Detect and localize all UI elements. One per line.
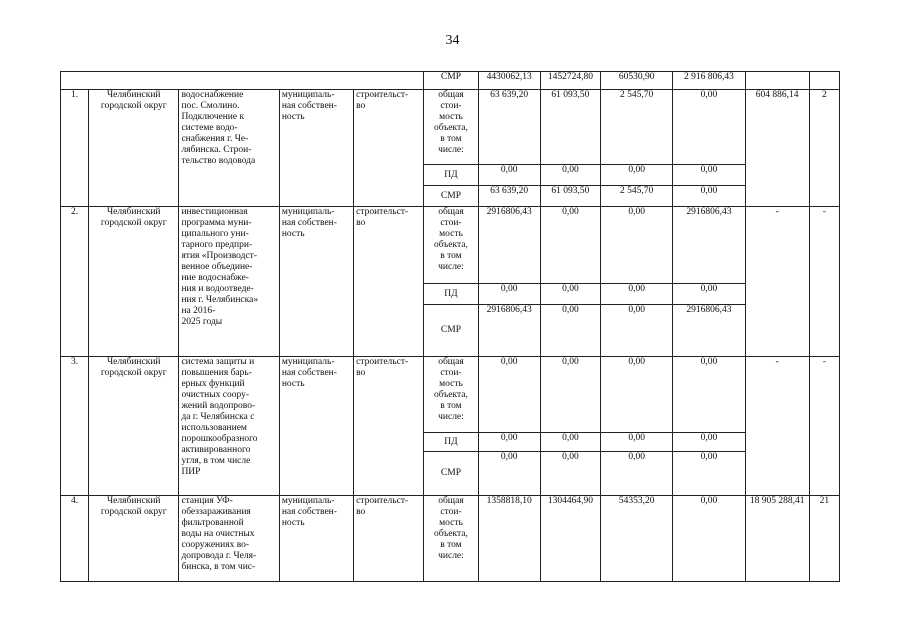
value-cell: 61 093,50	[540, 186, 600, 207]
table-row	[61, 90, 840, 165]
description-cell: водоснабжение пос. Смолино. Подключение к системе водо- снабжения г. Че- лябинска. Строи- тельство водовода	[179, 90, 279, 207]
summary-row	[61, 72, 840, 90]
value-cell: 61 093,50	[540, 90, 600, 165]
cost-label: общая стои- мость объекта, в том числе:	[424, 90, 478, 165]
summary-v1: 4430062,13	[478, 72, 540, 90]
value-cell: 0,00	[601, 433, 673, 452]
value-cell: 0,00	[478, 284, 540, 305]
cost-label: общая стои- мость объекта, в том числе:	[424, 207, 478, 284]
value-cell: 0,00	[478, 357, 540, 433]
value-cell: 0,00	[540, 165, 600, 186]
smr-label: СМР	[424, 452, 478, 496]
value-cell: 0,00	[673, 284, 745, 305]
value-cell: 2916806,43	[478, 207, 540, 284]
row-number: 1.	[61, 90, 89, 207]
col10-cell: -	[745, 357, 809, 496]
ownership-cell: муниципаль- ная собствен- ность	[279, 496, 353, 582]
budget-table	[60, 71, 840, 582]
value-cell: 0,00	[673, 165, 745, 186]
pd-label: ПД	[424, 284, 478, 305]
value-cell: 0,00	[540, 357, 600, 433]
ownership-cell: муниципаль- ная собствен- ность	[279, 357, 353, 496]
col11-cell: -	[809, 207, 839, 357]
table-row	[61, 207, 840, 284]
value-cell: 63 639,20	[478, 90, 540, 165]
value-cell: 0,00	[540, 433, 600, 452]
page-number: 34	[445, 33, 460, 48]
col10-cell: -	[745, 207, 809, 357]
district-cell: Челябинский городской округ	[89, 357, 179, 496]
value-cell: 2 545,70	[601, 186, 673, 207]
value-cell: 0,00	[540, 207, 600, 284]
value-cell: 0,00	[673, 90, 745, 165]
value-cell: 0,00	[478, 452, 540, 496]
value-cell: 0,00	[601, 165, 673, 186]
value-cell: 63 639,20	[478, 186, 540, 207]
summary-empty-cell	[61, 72, 424, 90]
district-cell: Челябинский городской округ	[89, 207, 179, 357]
col11-cell: -	[809, 357, 839, 496]
summary-v3: 60530,90	[601, 72, 673, 90]
value-cell: 0,00	[601, 452, 673, 496]
description-cell: инвестиционная программа муни- ципального уни- тарного предпри- ятия «Производст- венное объедине- ние водоснабже- ния и водоотведе- ния г. Челябинска» на 2016- 2025 годы	[179, 207, 279, 357]
ownership-cell: муниципаль- ная собствен- ность	[279, 207, 353, 357]
value-cell: 0,00	[478, 433, 540, 452]
value-cell: 2916806,43	[478, 305, 540, 357]
col11-cell: 21	[809, 496, 839, 582]
value-cell: 2 545,70	[601, 90, 673, 165]
description-cell: система защиты и повышения барь- ерных функций очистных соору- жений водопрово- да г. Челябинска с использованием порошкообразного активированного угля, в том числе ПИР	[179, 357, 279, 496]
value-cell: 0,00	[601, 357, 673, 433]
summary-label: СМР	[424, 72, 478, 90]
value-cell: 0,00	[673, 186, 745, 207]
value-cell: 0,00	[673, 357, 745, 433]
pd-label: ПД	[424, 165, 478, 186]
summary-col11	[809, 72, 839, 90]
value-cell: 0,00	[601, 305, 673, 357]
value-cell: 2916806,43	[673, 305, 745, 357]
description-cell: станция УФ- обеззараживания фильтрованной воды на очистных сооружениях во- допровода г. Челя- бинска, в том чис-	[179, 496, 279, 582]
summary-col10	[745, 72, 809, 90]
value-cell: 1358818,10	[478, 496, 540, 582]
row-number: 4.	[61, 496, 89, 582]
smr-label: СМР	[424, 305, 478, 357]
row-number: 3.	[61, 357, 89, 496]
value-cell: 0,00	[601, 284, 673, 305]
row-number: 2.	[61, 207, 89, 357]
cost-label: общая стои- мость объекта, в том числе:	[424, 496, 478, 582]
table-row	[61, 357, 840, 433]
value-cell: 0,00	[673, 433, 745, 452]
value-cell: 0,00	[478, 165, 540, 186]
value-cell: 0,00	[540, 284, 600, 305]
district-cell: Челябинский городской округ	[89, 90, 179, 207]
work-type-cell: строительст- во	[354, 207, 424, 357]
cost-label: общая стои- мость объекта, в том числе:	[424, 357, 478, 433]
summary-v2: 1452724,80	[540, 72, 600, 90]
col10-cell: 18 905 288,41	[745, 496, 809, 582]
summary-v4: 2 916 806,43	[673, 72, 745, 90]
col10-cell: 604 886,14	[745, 90, 809, 207]
col11-cell: 2	[809, 90, 839, 207]
value-cell: 0,00	[601, 207, 673, 284]
ownership-cell: муниципаль- ная собствен- ность	[279, 90, 353, 207]
table-row	[61, 496, 840, 582]
work-type-cell: строительст- во	[354, 90, 424, 207]
value-cell: 54353,20	[601, 496, 673, 582]
smr-label: СМР	[424, 186, 478, 207]
work-type-cell: строительст- во	[354, 357, 424, 496]
value-cell: 0,00	[540, 452, 600, 496]
pd-label: ПД	[424, 433, 478, 452]
value-cell: 1304464,90	[540, 496, 600, 582]
value-cell: 0,00	[673, 452, 745, 496]
value-cell: 2916806,43	[673, 207, 745, 284]
district-cell: Челябинский городской округ	[89, 496, 179, 582]
value-cell: 0,00	[540, 305, 600, 357]
value-cell: 0,00	[673, 496, 745, 582]
work-type-cell: строительст- во	[354, 496, 424, 582]
